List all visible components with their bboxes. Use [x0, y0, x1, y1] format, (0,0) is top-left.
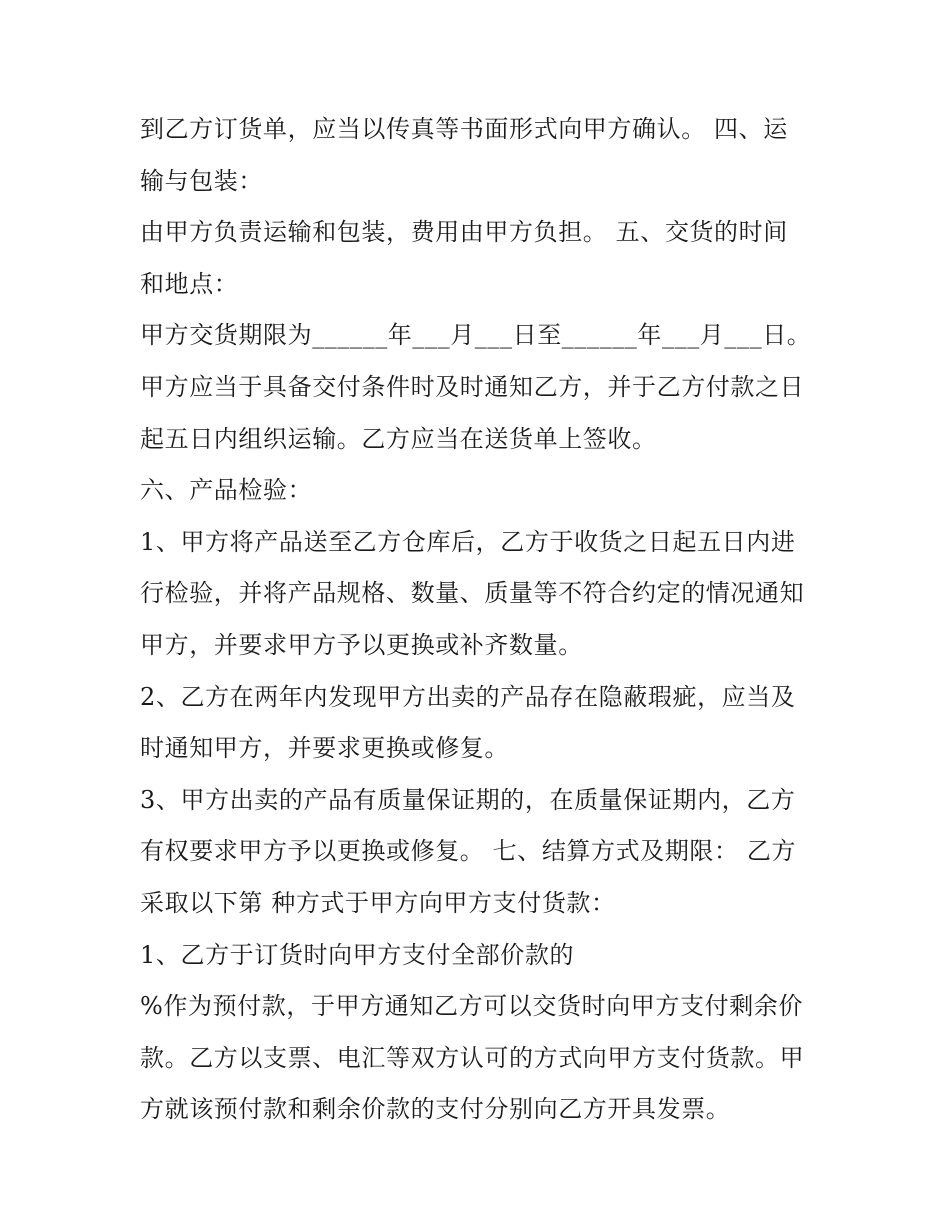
text-line: 时通知甲方，并要求更换或修复。 [140, 734, 509, 763]
text-line: 到乙方订货单，应当以传真等书面形式向甲方确认。 四、运 [140, 115, 788, 143]
text-line: 采取以下第 种方式于甲方向甲方支付货款： [140, 888, 616, 917]
text-line: 行检验，并将产品规格、数量、质量等不符合约定的情况通知 [140, 579, 805, 608]
text-line: %作为预付款，于甲方通知乙方可以交货时向甲方支付剩余价 [140, 992, 804, 1021]
section-heading: 六、产品检验： [140, 476, 313, 505]
text-line: 1、乙方于订货时向甲方支付全部价款的 [140, 940, 575, 969]
text-line: 起五日内组织运输。乙方应当在送货单上签收。 [140, 424, 657, 453]
text-line: 由甲方负责运输和包装，费用由甲方负担。 五、交货的时间 [140, 218, 788, 247]
text-line: 和地点： [140, 269, 239, 298]
text-line: 甲方，并要求甲方予以更换或补齐数量。 [140, 630, 583, 659]
document-body [140, 104, 820, 1136]
text-line: 甲方交货期限为______年___月___日至______年___月___日。 [140, 321, 812, 350]
text-line: 款。乙方以支票、电汇等双方认可的方式向甲方支付货款。甲 [140, 1043, 805, 1072]
text-line: 3、甲方出卖的产品有质量保证期的，在质量保证期内，乙方 [140, 785, 796, 814]
text-line: 2、乙方在两年内发现甲方出卖的产品存在隐蔽瑕疵，应当及 [140, 682, 796, 711]
text-line: 有权要求甲方予以更换或修复。 七、结算方式及期限： 乙方 [140, 837, 797, 866]
text-line: 甲方应当于具备交付条件时及时通知乙方，并于乙方付款之日 [140, 372, 805, 401]
text-line: 输与包装： [140, 166, 263, 195]
text-line: 方就该预付款和剩余价款的支付分别向乙方开具发票。 [140, 1095, 731, 1124]
text-line: 1、甲方将产品送至乙方仓库后，乙方于收货之日起五日内进 [140, 527, 796, 556]
